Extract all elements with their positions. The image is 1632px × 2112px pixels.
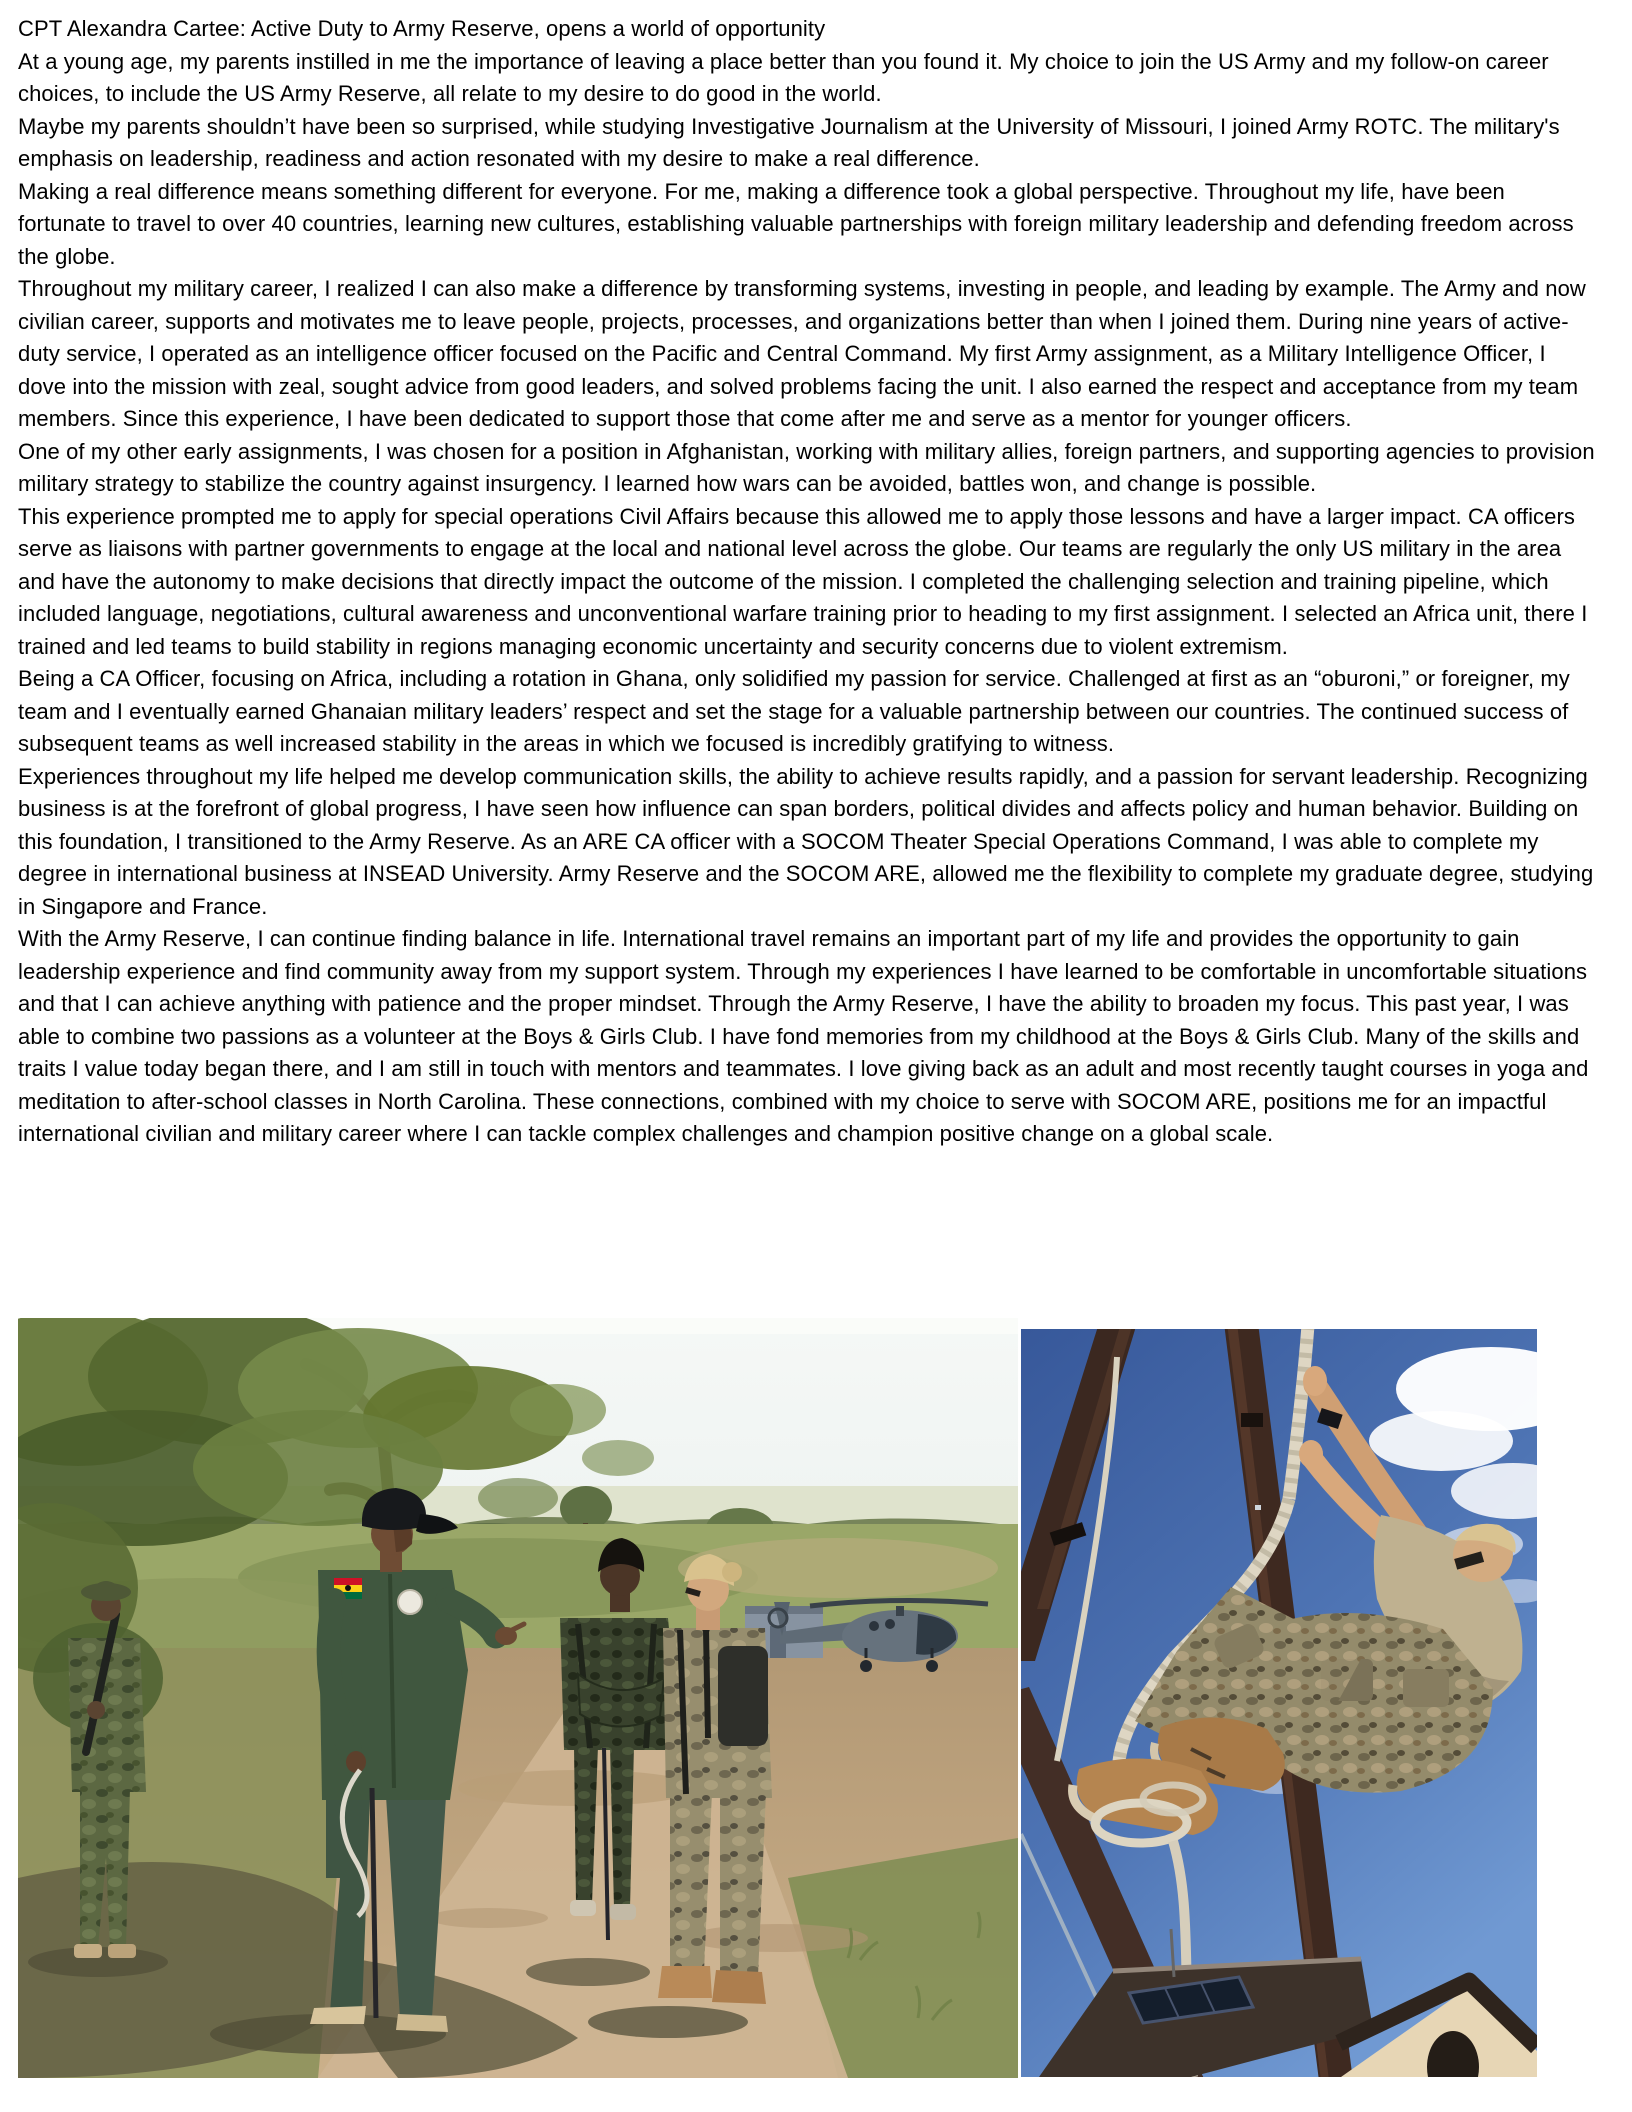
article-paragraph-6: This experience prompted me to apply for special operations Civil Affairs because this allowed me to apply those lessons and have a larger impact. CA officers serve as liaisons with partner governments to engage at the local and national level across the globe. Our teams are regularly the only US military in the area and have the autonomy to make decisions that directly impact the outcome of the mission. I completed the challenging selection and training pipeline, which included language, negotiations, cultural awareness and unconventional warfare training prior to heading to my first assignment. I selected an Africa unit, there I trained and led teams to build stability in regions managing economic uncertainty and security concerns due to violent extremism.	[18, 503, 1588, 659]
article-paragraph-1: At a young age, my parents instilled in me the importance of leaving a place better than you found it. My choice to join the US Army and my follow-on career choices, to include the US Army Reserve, all relate to my desire to do good in the world.	[18, 48, 1549, 106]
article-title: CPT Alexandra Cartee: Active Duty to Army Reserve, opens a world of opportunity	[18, 16, 826, 41]
photo-rope-climb	[1021, 1329, 1537, 2077]
article-paragraph-5: One of my other early assignments, I was chosen for a position in Afghanistan, working with military allies, foreign partners, and supporting agencies to provision military strategy to stabilize the country against insurgency. I learned how wars can be avoided, battles won, and change is possible.	[18, 438, 1595, 496]
article-paragraph-2: Maybe my parents shouldn’t have been so surprised, while studying Investigative Journalism at the University of Missouri, I joined Army ROTC. The military's emphasis on leadership, readiness and action resonated with my desire to make a real difference.	[18, 113, 1560, 171]
photo-ghana-field-meeting	[18, 1318, 1018, 2078]
article-paragraph-3: Making a real difference means something different for everyone. For me, making a difference took a global perspective. Throughout my life, have been fortunate to travel to over 40 countries, learning new cultures, establishing valuable partnerships with foreign military leadership and defending freedom across the globe.	[18, 178, 1574, 269]
article-paragraph-8: Experiences throughout my life helped me develop communication skills, the ability to achieve results rapidly, and a passion for servant leadership. Recognizing business is at the forefront of global progress, I have seen how influence can span borders, political divides and affects policy and human behavior. Building on this foundation, I transitioned to the Army Reserve. As an ARE CA officer with a SOCOM Theater Special Operations Command, I was able to complete my degree in international business at INSEAD University. Army Reserve and the SOCOM ARE, allowed me the flexibility to complete my graduate degree, studying in Singapore and France.	[18, 763, 1594, 919]
article-paragraph-4: Throughout my military career, I realized I can also make a difference by transforming systems, investing in people, and leading by example. The Army and now civilian career, supports and motivates me to leave people, projects, processes, and organizations better than when I joined them. During nine years of active-duty service, I operated as an intelligence officer focused on the Pacific and Central Command. My first Army assignment, as a Military Intelligence Officer, I dove into the mission with zeal, sought advice from good leaders, and solved problems facing the unit. I also earned the respect and acceptance from my team members. Since this experience, I have been dedicated to support those that come after me and serve as a mentor for younger officers.	[18, 276, 1586, 431]
backpack	[718, 1646, 768, 1746]
article-text	[18, 13, 1596, 1151]
article-paragraph-7: Being a CA Officer, focusing on Africa, including a rotation in Ghana, only solidified my passion for service. Challenged at first as an “oburoni,” or foreigner, my team and I eventually earned Ghanaian military leaders’ respect and set the stage for a valuable partnership between our countries. The continued success of subsequent teams as well increased stability in the areas in which we focused is incredibly gratifying to witness.	[18, 666, 1570, 756]
sunglasses	[686, 1590, 700, 1594]
article-paragraph-9: With the Army Reserve, I can continue finding balance in life. International travel remains an important part of my life and provides the opportunity to gain leadership experience and find community away from my support system. Through my experiences I have learned to be comfortable in uncomfortable situations and that I can achieve anything with patience and the proper mindset. Through the Army Reserve, I have the ability to broaden my focus. This past year, I was able to combine two passions as a volunteer at the Boys & Girls Club. I have fond memories from my childhood at the Boys & Girls Club. Many of the skills and traits I value today began there, and I am still in touch with mentors and teammates. I love giving back as an adult and most recently taught courses in yoga and meditation to after-school classes in North Carolina. These connections, combined with my choice to serve with SOCOM ARE, positions me for an impactful international civilian and military career where I can tackle complex challenges and champion positive change on a global scale.	[18, 926, 1589, 1146]
